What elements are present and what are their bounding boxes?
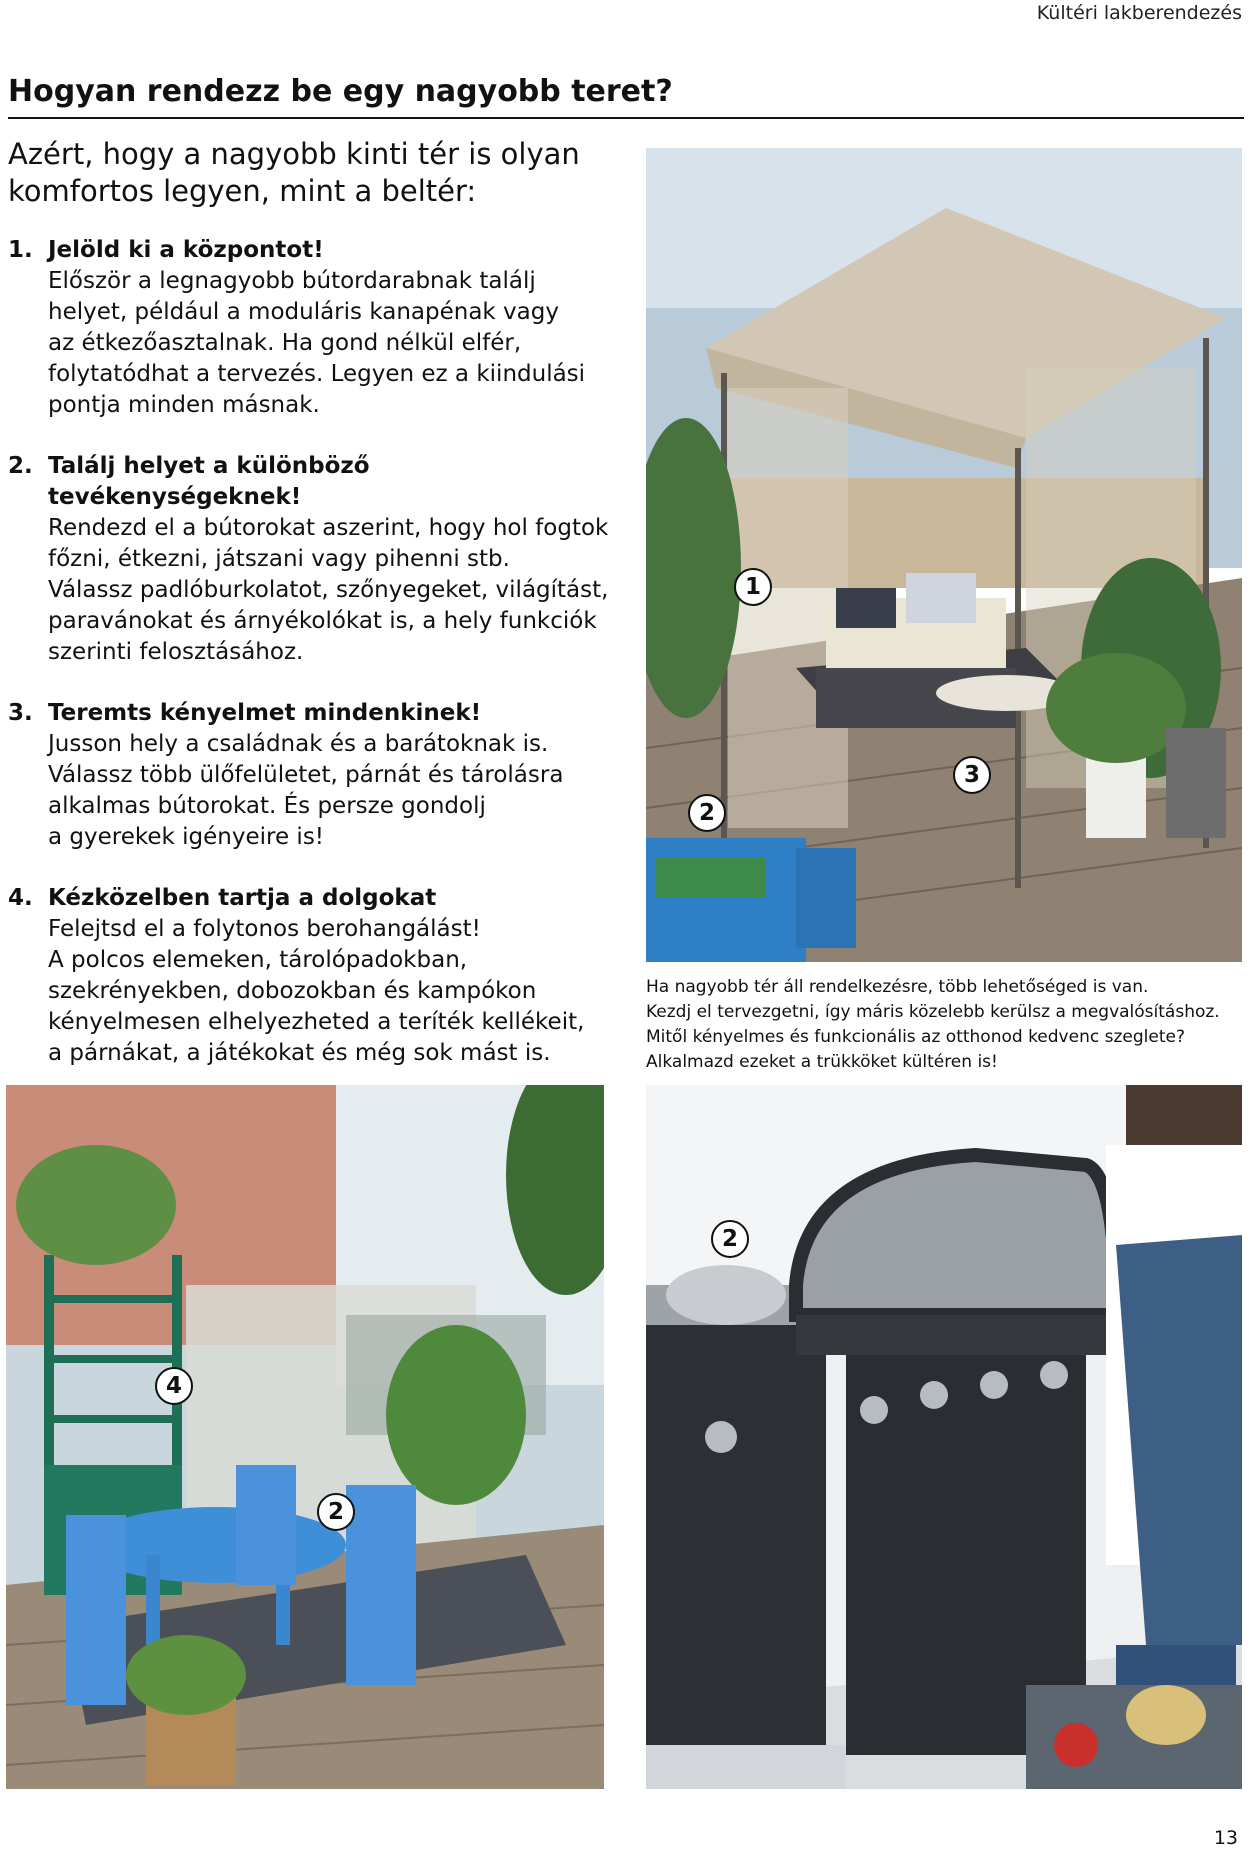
step-number: 3. bbox=[8, 700, 33, 726]
photo-badge: 4 bbox=[155, 1367, 193, 1405]
step-heading: Találj helyet a különböző tevékenységeknek! bbox=[48, 453, 370, 510]
caption-line: Kezdj el tervezgetni, így máris közelebb kerülsz a megvalósításhoz. bbox=[646, 1002, 1220, 1022]
kids-corner-photo bbox=[6, 1085, 604, 1789]
step-4 bbox=[8, 883, 628, 1069]
step-line: Felejtsd el a folytonos berohangálást! bbox=[48, 916, 481, 942]
caption-line: Ha nagyobb tér áll rendelkezésre, több lehetőséged is van. bbox=[646, 977, 1149, 997]
step-line: pontja minden másnak. bbox=[48, 392, 320, 418]
step-line: Válassz több ülőfelületet, párnát és tárolásra bbox=[48, 762, 564, 788]
step-heading: Jelöld ki a központot! bbox=[48, 237, 324, 263]
step-line: A polcos elemeken, tárolópadokban, bbox=[48, 947, 468, 973]
step-line: a gyerekek igényeire is! bbox=[48, 824, 325, 850]
page-title: Hogyan rendezz be egy nagyobb teret? bbox=[8, 74, 673, 109]
steps-list bbox=[8, 235, 628, 1099]
photo-badge: 2 bbox=[688, 794, 726, 832]
gazebo-terrace-photo bbox=[646, 148, 1242, 962]
step-line: Jusson hely a családnak és a barátoknak is. bbox=[48, 731, 549, 757]
step-number: 2. bbox=[8, 453, 33, 479]
section-label: Kültéri lakberendezés bbox=[1036, 2, 1242, 24]
step-2 bbox=[8, 451, 628, 668]
step-line: paravánokat és árnyékolókat is, a hely funkciók bbox=[48, 608, 597, 634]
step-1 bbox=[8, 235, 628, 421]
step-heading: Teremts kényelmet mindenkinek! bbox=[48, 700, 482, 726]
step-number: 4. bbox=[8, 885, 33, 911]
page-number: 13 bbox=[1213, 1827, 1238, 1849]
caption-line: Mitől kényelmes és funkcionális az otthonod kedvenc szeglete? bbox=[646, 1027, 1185, 1047]
photo-badge: 3 bbox=[953, 756, 991, 794]
step-3 bbox=[8, 698, 628, 853]
title-divider bbox=[8, 117, 1244, 119]
photo-caption bbox=[646, 975, 1220, 1075]
step-line: Válassz padlóburkolatot, szőnyegeket, világítást, bbox=[48, 577, 609, 603]
step-line: Rendezd el a bútorokat aszerint, hogy hol fogtok bbox=[48, 515, 609, 541]
photo-badge: 2 bbox=[317, 1493, 355, 1531]
step-line: alkalmas bútorokat. És persze gondolj bbox=[48, 793, 486, 819]
step-heading: Kézközelben tartja a dolgokat bbox=[48, 885, 437, 911]
photo-badge: 2 bbox=[711, 1220, 749, 1258]
step-line: kényelmesen elhelyezheted a teríték kellékeit, bbox=[48, 1009, 585, 1035]
gazebo-illustration bbox=[646, 148, 1242, 962]
intro-line: komfortos legyen, mint a beltér: bbox=[8, 174, 477, 208]
step-line: az étkezőasztalnak. Ha gond nélkül elfér, bbox=[48, 330, 522, 356]
caption-line: Alkalmazd ezeket a trükköket kültéren is! bbox=[646, 1052, 998, 1072]
intro-line: Azért, hogy a nagyobb kinti tér is olyan bbox=[8, 137, 580, 171]
kids-corner-illustration bbox=[6, 1085, 604, 1789]
photo-badge: 1 bbox=[734, 568, 772, 606]
outdoor-kitchen-photo bbox=[646, 1085, 1242, 1789]
step-line: főzni, étkezni, játszani vagy pihenni stb. bbox=[48, 546, 510, 572]
step-line: a párnákat, a játékokat és még sok mást is. bbox=[48, 1040, 551, 1066]
intro-text bbox=[8, 136, 628, 210]
step-line: Először a legnagyobb bútordarabnak találj bbox=[48, 268, 536, 294]
step-line: szekrényekben, dobozokban és kampókon bbox=[48, 978, 537, 1004]
step-line: helyet, például a moduláris kanapénak vagy bbox=[48, 299, 559, 325]
outdoor-kitchen-illustration bbox=[646, 1085, 1242, 1789]
step-line: folytatódhat a tervezés. Legyen ez a kiindulási bbox=[48, 361, 586, 387]
step-line: szerinti felosztásához. bbox=[48, 639, 304, 665]
step-number: 1. bbox=[8, 237, 33, 263]
